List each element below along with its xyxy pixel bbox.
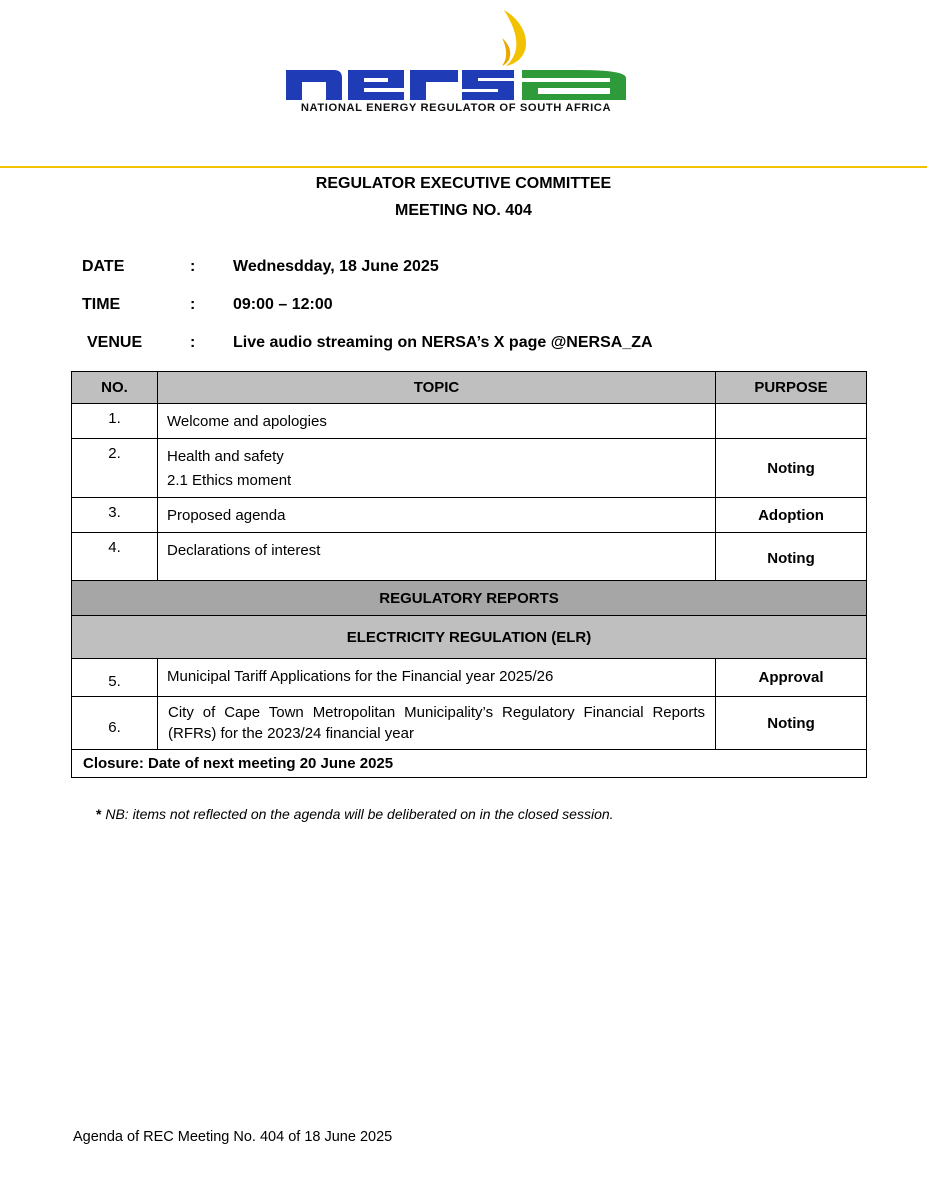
note-text: NB: items not reflected on the agenda will be deliberated on in the closed session.	[105, 806, 614, 822]
item-purpose: Adoption	[716, 498, 867, 533]
meta-label: VENUE	[87, 334, 143, 351]
item-number: 2.	[72, 439, 158, 498]
item-purpose: Noting	[716, 533, 867, 581]
item-topic: City of Cape Town Metropolitan Municipality’s Regulatory Financial Reports (RFRs) for the 2023/24 financial year	[158, 697, 716, 750]
closure-text: Closure: Date of next meeting 20 June 2025	[72, 750, 867, 778]
meta-value: Live audio streaming on NERSA’s X page @NERSA_ZA	[233, 334, 653, 351]
page-footer: Agenda of REC Meeting No. 404 of 18 June 2025	[73, 1129, 393, 1145]
item-topic: Health and safety	[167, 448, 284, 465]
table-row	[72, 659, 867, 697]
item-topic: Welcome and apologies	[158, 404, 716, 439]
item-purpose: Approval	[716, 659, 867, 697]
agenda-table	[71, 371, 867, 778]
item-purpose: Noting	[716, 697, 867, 750]
table-row	[72, 498, 867, 533]
section-regulatory-reports: REGULATORY REPORTS	[72, 581, 867, 616]
item-purpose	[716, 404, 867, 439]
meta-value: Wednesdday, 18 June 2025	[233, 258, 439, 275]
item-number: 3.	[72, 498, 158, 533]
meta-venue	[0, 334, 927, 354]
page-title: REGULATOR EXECUTIVE COMMITTEE	[315, 175, 612, 192]
item-number: 4.	[72, 533, 158, 581]
section-row-elr	[72, 616, 867, 659]
item-topic: Declarations of interest	[158, 533, 716, 581]
nersa-logo-mark	[282, 8, 632, 100]
item-topic-cell	[158, 439, 716, 498]
meta-separator: :	[190, 258, 196, 275]
header-rule	[0, 166, 927, 168]
note-marker: *	[96, 806, 102, 822]
meta-value: 09:00 – 12:00	[233, 296, 333, 313]
item-purpose: Noting	[716, 439, 867, 498]
agenda-note	[96, 806, 614, 822]
header-no: NO.	[72, 372, 158, 404]
closure-row	[72, 750, 867, 778]
header-purpose: PURPOSE	[716, 372, 867, 404]
item-number: 1.	[72, 404, 158, 439]
item-topic: Municipal Tariff Applications for the Financial year 2025/26	[158, 659, 716, 697]
meta-separator: :	[190, 334, 196, 351]
page-subtitle: MEETING NO. 404	[395, 202, 532, 219]
header-topic: TOPIC	[158, 372, 716, 404]
nersa-logo	[282, 8, 632, 120]
meta-label: DATE	[82, 258, 125, 275]
logo-tagline: NATIONAL ENERGY REGULATOR OF SOUTH AFRICA	[300, 102, 612, 114]
meta-separator: :	[190, 296, 196, 313]
section-row-regulatory	[72, 581, 867, 616]
meta-date	[0, 258, 927, 278]
table-row	[72, 404, 867, 439]
item-topic: Proposed agenda	[158, 498, 716, 533]
item-number: 5.	[72, 659, 158, 697]
meta-label: TIME	[82, 296, 121, 313]
item-number: 6.	[72, 697, 158, 750]
item-subtopic: 2.1 Ethics moment	[167, 472, 292, 489]
table-row	[72, 697, 867, 750]
table-header-row	[72, 372, 867, 404]
meta-time	[0, 296, 927, 316]
table-row	[72, 439, 867, 498]
table-row	[72, 533, 867, 581]
section-electricity-regulation: ELECTRICITY REGULATION (ELR)	[72, 616, 867, 659]
